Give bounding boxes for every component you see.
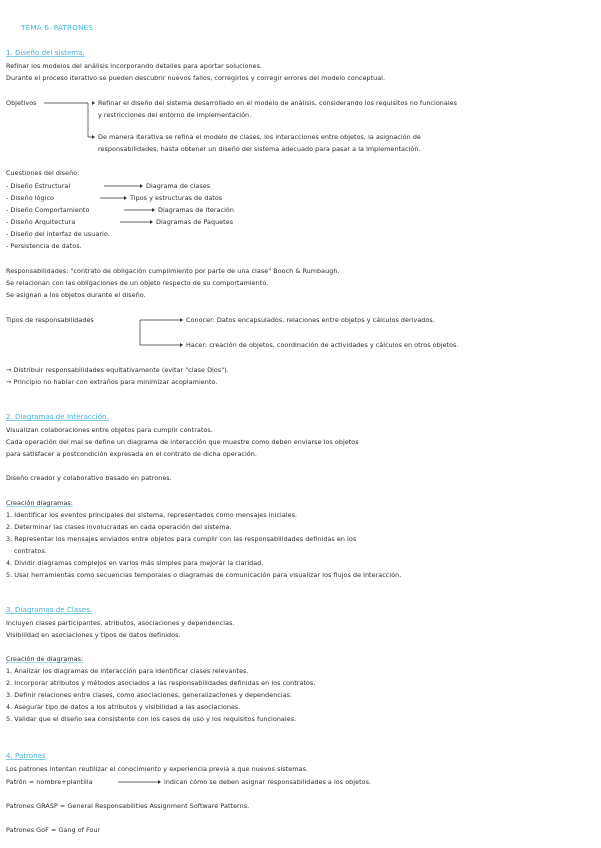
cuestion-3-result: Diagramas de Iteración (158, 206, 234, 214)
s4-line-4: Patrones GoF = Gang of Four (6, 826, 101, 834)
s4-line-1: Los patrones intentan reutilizar el conocimiento y experiencia previa a que nuevos sistemas. (6, 765, 308, 773)
s1-line-2: Durante el proceso iterativo se pueden descubrir nuevos fallos, corregirlos y corregir errores del modelo conceptual. (6, 74, 386, 82)
s2-line-1: Visualizan colaboraciones entre objetos para cumplir contratos. (6, 426, 213, 434)
responsabilidades-line-2: Se relacionan con las obligaciones de un objeto respecto de su comportamiento. (6, 279, 269, 287)
s2-creacion-label: Creación diagramas: (6, 499, 73, 507)
s4-line-2b: indican cómo se deben asignar responsabilidades a los objetos. (164, 778, 372, 786)
section-3-heading: 3. Diagramas de Clases. (6, 606, 93, 614)
s3-item-5: 5. Validar que el diseño sea consistente con los casos de uso y los requisitos funcionales. (6, 715, 297, 723)
s2-line-3: para satisfacer a postcondición expresada en el contrato de dicha operación. (6, 450, 257, 458)
page-title: TEMA 6. PATRONES (21, 23, 93, 32)
tipos-label: Tipos de responsabilidades (6, 316, 94, 324)
s4-line-3: Patrones GRASP = General Responsabilities Assignment Software Patterns. (6, 802, 250, 810)
responsabilidades-line-1: Responsabilidades: "contrato de obligación cumplimiento por parte de una clase" Booch & Rumbaugh. (6, 267, 340, 275)
section-2-heading: 2. Diagramas de Interacción. (6, 413, 109, 421)
s3-item-2: 2. Incorporar atributos y métodos asociados a las responsabilidades definidas en los contratos. (6, 679, 316, 687)
cuestion-6: - Persistencia de datos. (6, 242, 82, 250)
section-4-heading: 4. Patrones (6, 752, 46, 760)
tip-1: → Distribuir responsabilidades equitativamente (evitar "clase Dios"). (6, 366, 229, 374)
s2-line-4: Diseño creador y colaborativo basado en patrones. (6, 474, 172, 482)
objetivo-1a: Refinar el diseño del sistema desarrollado en el modelo de análisis, considerando los requisitos no funcionales (98, 99, 458, 107)
s1-line-1: Refinar los modelos del análisis incorporando detalles para aportar soluciones. (6, 62, 263, 70)
cuestion-2: - Diseño lógico (6, 194, 54, 202)
cuestion-4-result: Diagramas de Paquetes (156, 218, 234, 226)
s3-creacion-label: Creación de diagramas: (6, 655, 84, 663)
s3-line-2: Visibilidad en asociaciones y tipos de datos definidos. (6, 631, 181, 639)
cuestion-5: - Diseño del interfaz de usuario. (6, 230, 110, 238)
section-1-heading: 1. Diseño del sistema. (6, 49, 85, 57)
cuestion-1: - Diseño Estructural (6, 182, 71, 190)
s2-item-4: 4. Dividir diagramas complejos en varios más simples para mejorar la claridad. (6, 559, 264, 567)
responsabilidades-line-3: Se asignan a los objetos durante el diseño. (6, 291, 146, 299)
tipo-conocer: Conocer: Datos encapsulados, relaciones entre objetos y cálculos derivados. (186, 316, 435, 324)
objetivo-2a: De manera iterativa se refina el modelo de clases, los interacciones entre objetos, la asignación de (98, 133, 421, 141)
s3-item-1: 1. Analizar los diagramas de interacción para identificar clases relevantes. (6, 667, 249, 675)
cuestiones-label: Cuestiones del diseño: (6, 169, 80, 177)
s2-item-3a: 3. Representar los mensajes enviados entre objetos para cumplir con las responsabilidades definidas en los (6, 535, 357, 543)
s4-line-2a: Patrón = nombre+plantilla (6, 778, 93, 786)
s2-item-2: 2. Determinar las clases involucradas en cada operación del sistema. (6, 523, 232, 531)
s2-line-2: Cada operación del mal se define un diagrama de interacción que muestre como deben enviarse los objetos (6, 438, 359, 446)
s2-item-3b: contratos. (14, 547, 47, 555)
tipo-hacer: Hacer: creación de objetos, coordinación de actividades y cálculos en otros objetos. (186, 341, 459, 349)
cuestion-3: - Diseño Comportamiento (6, 206, 90, 214)
s3-item-4: 4. Asegurar tipo de datos a los atributos y visibilidad a las asociaciones. (6, 703, 241, 711)
objetivo-2b: responsabilidades, hasta obtener un diseño del sistema adecuado para pasar a la implementación. (98, 145, 421, 153)
tip-2: → Principio no hablar con extraños para minimizar acoplamiento. (6, 378, 218, 386)
s2-item-5: 5. Usar herramientas como secuencias temporales o diagramas de comunicación para visualizar los flujos de interacción. (6, 571, 402, 579)
cuestion-1-result: Diagrama de clases (146, 182, 211, 190)
s3-item-3: 3. Definir relaciones entre clases, como asociaciones, generalizaciones y dependencias. (6, 691, 293, 699)
objetivos-label: Objetivos (6, 99, 37, 107)
s3-line-1: Incluyen clases participantes, atributos, asociaciones y dependencias. (6, 619, 235, 627)
cuestion-2-result: Tipos y estructuras de datos (130, 194, 223, 202)
cuestion-4: - Diseño Arquitectura (6, 218, 76, 226)
s2-item-1: 1. Identificar los eventos principales del sistema, representados como mensajes iniciales. (6, 511, 298, 519)
objetivo-1b: y restricciones del entorno de implementación. (98, 111, 252, 119)
